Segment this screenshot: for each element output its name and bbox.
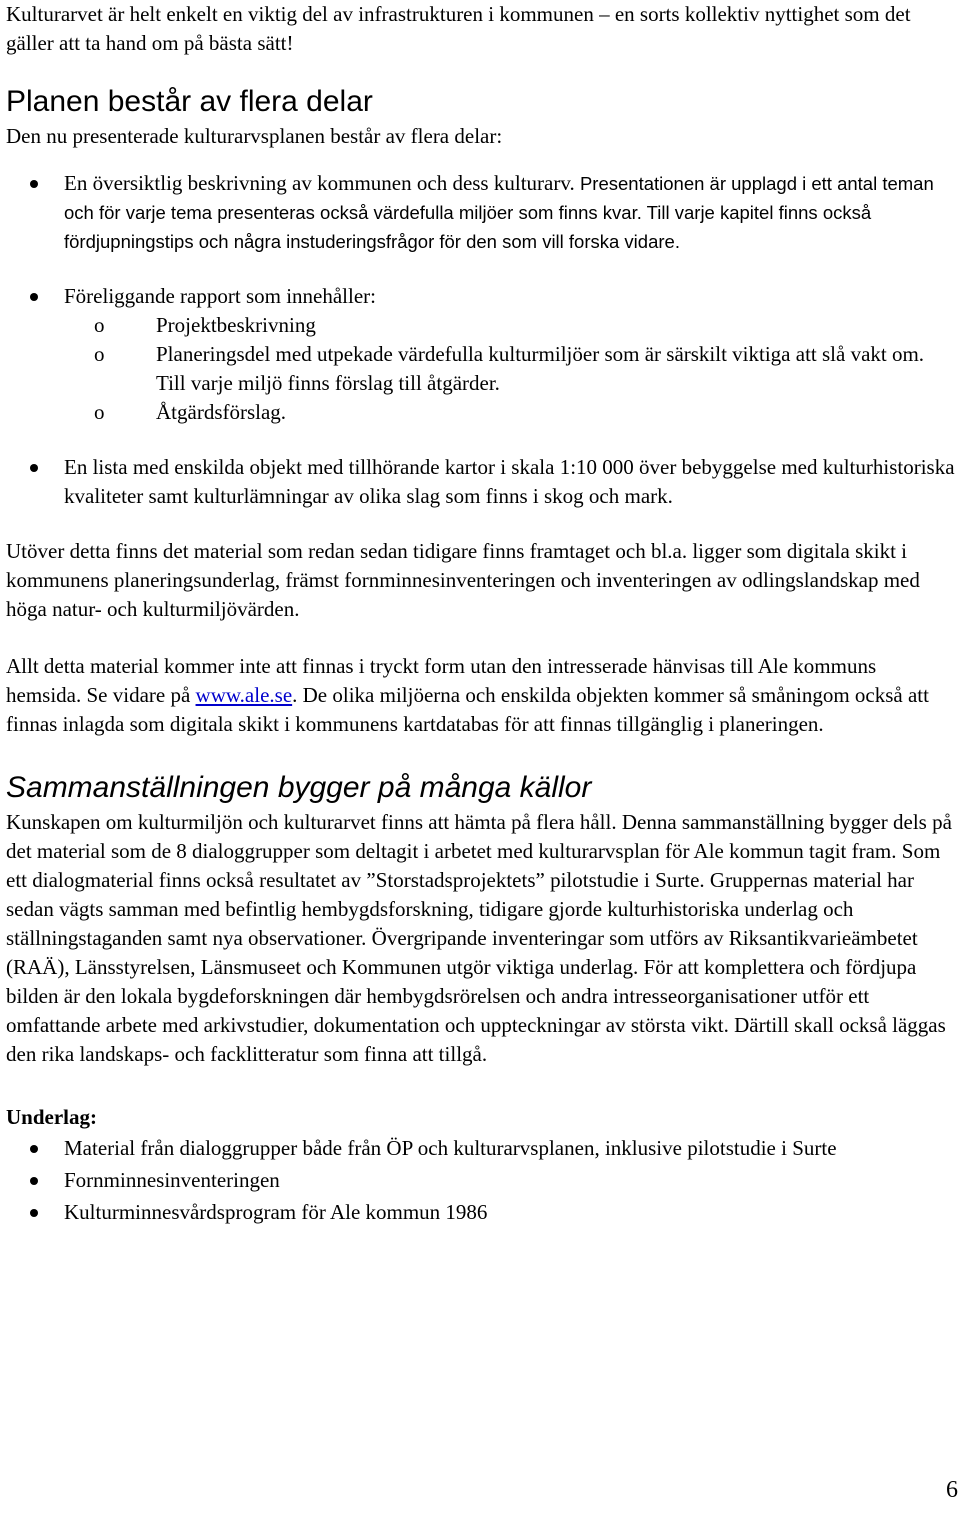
sub-item-text: Planeringsdel med utpekade värdefulla kulturmiljöer som är särskilt viktiga att slå vakt om. Till varje miljö finns förslag till åtgärder. [156, 342, 925, 395]
para2-text-after: . De olika miljöerna och enskilda objekten kommer så småningom också att finnas inlagda som digitala skikt i kommunens kartdatabas för att finnas tillgänglig i planeringen. [6, 683, 929, 736]
heading-sammanstallningen: Sammanställningen bygger på många källor [6, 771, 592, 804]
plan-lead: Den nu presenterade kulturarvsplanen består av flera delar: [6, 124, 503, 148]
ale-website-link[interactable]: www.ale.se [195, 683, 293, 707]
underlag-list [6, 1134, 956, 1227]
bullet1-text-a: En översiktlig beskrivning av kommunen och dess kulturarv. [64, 171, 580, 195]
plan-bullet-list [6, 169, 956, 511]
intro-paragraph: Kulturarvet är helt enkelt en viktig del av infrastrukturen i kommunen – en sorts kollektiv nyttighet som det gäller att ta hand om på bästa sätt! [6, 2, 911, 55]
list-item: Kulturminnesvårdsprogram för Ale kommun 1986 [6, 1198, 956, 1227]
sub-marker: o [94, 342, 105, 366]
bullet3-text: En lista med enskilda objekt med tillhörande kartor i skala 1:10 000 över bebyggelse med kulturhistoriska kvaliteter samt kulturlämningar av olika slag som finns i skog och mark. [64, 455, 955, 508]
sub-marker: o [94, 313, 105, 337]
paragraph-kunskapen: Kunskapen om kulturmiljön och kulturarvet finns att hämta på flera håll. Denna sammanställning bygger dels på det material som de 8 dialoggrupper som deltagit i arbetet med kulturarvsplan för Ale kommun tagit fram. Som ett dialogmaterial finns också resultatet av ”Storstadsprojektets” pilotstudie i Surte. Gruppernas material har sedan vägts samman med befintlig hembygdsforskning, tidigare gjorde kulturhistoriska underlag och ställningstaganden samt nya observationer. Övergripande inventeringar som utförs av Riksantikvarieämbetet (RAÄ), Länsstyrelsen, Länsmuseet och Kommunen utgör viktiga underlag. För att komplettera och fördjupa bilden är den lokala bygdeforskningen där hembygdsrörelsen och andra intresseorganisationer utför ett omfattande arbete med arkivstudier, dokumentation och uppteckningar av största vikt. Därtill skall också läggas den rika landskaps- och facklitteratur som finna att tillgå. [6, 810, 952, 1066]
list-item: Material från dialoggrupper både från ÖP och kulturarvsplanen, inklusive pilotstudie i Surte [6, 1134, 956, 1163]
paragraph-allt-detta [6, 652, 956, 739]
sub-list-item [64, 311, 956, 340]
list-item [6, 282, 956, 427]
bullet1-text-b: Presentationen är upplagd i ett antal teman och för varje tema presenteras också värdefulla miljöer som finns kvar. Till varje kapitel finns också fördjupningstips och några instuderingsfrågor för den som vill forska vidare. [64, 173, 934, 252]
sub-list-item [64, 398, 956, 427]
list-item [6, 169, 956, 256]
sub-marker: o [94, 400, 105, 424]
bullet2-lead: Föreliggande rapport som innehåller: [64, 284, 376, 308]
heading-underlag: Underlag: [6, 1105, 97, 1129]
sub-list [64, 311, 956, 427]
sub-list-item [64, 340, 956, 398]
list-item: Fornminnesinventeringen [6, 1166, 956, 1195]
para2-text-before: Allt detta material kommer inte att finnas i tryckt form utan den intresserade hänvisas till Ale kommuns hemsida. Se vidare på [6, 654, 877, 707]
page-number: 6 [946, 1477, 958, 1503]
paragraph-utover: Utöver detta finns det material som redan sedan tidigare finns framtaget och bl.a. ligger som digitala skikt i kommunens planeringsunderlag, främst fornminnesinventeringen och inventeringen av odlingslandskap med höga natur- och kulturmiljövärden. [6, 539, 920, 621]
list-item [6, 453, 956, 511]
sub-item-text: Åtgärdsförslag. [156, 400, 287, 424]
heading-planen: Planen består av flera delar [6, 85, 373, 118]
document-page [6, 0, 956, 1230]
sub-item-text: Projektbeskrivning [156, 313, 316, 337]
